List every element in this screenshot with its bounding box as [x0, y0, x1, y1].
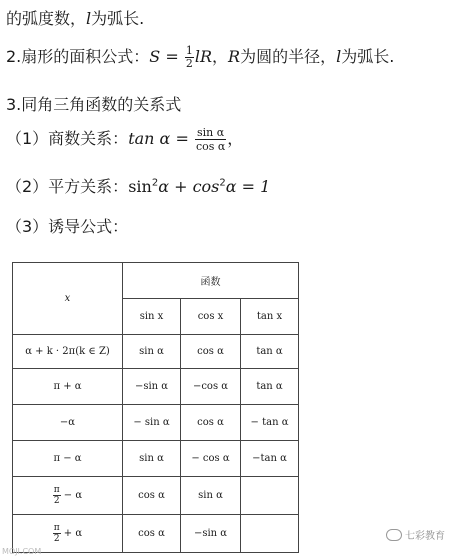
fraction-pi-over-2	[53, 523, 61, 544]
fraction-pi-over-2	[53, 485, 61, 506]
table-row	[13, 515, 299, 553]
fraction-numerator: π	[53, 485, 60, 495]
text-fragment: ，	[212, 47, 229, 66]
fraction-half	[185, 45, 194, 70]
table-row	[13, 477, 299, 515]
math-var-l: l	[336, 47, 342, 66]
cell-x: −α	[13, 405, 123, 441]
math-var-R: R	[228, 47, 241, 66]
text-line-2	[6, 44, 394, 70]
text-fragment: （2）平方关系：	[6, 177, 129, 196]
cell-cos: −cos α	[181, 369, 241, 405]
wechat-icon	[386, 529, 402, 541]
cell-tan	[241, 477, 299, 515]
math-tan-alpha: tan α =	[128, 129, 194, 148]
text-line-4	[6, 126, 243, 153]
cell-sin: sin α	[123, 335, 181, 369]
cell-x: π − α	[13, 441, 123, 477]
math-var-S: S	[149, 47, 161, 66]
cell-x: α + k · 2π(k ∈ Z)	[13, 335, 123, 369]
text-line-3: 3.同角三角函数的关系式	[6, 95, 182, 114]
table-row	[13, 441, 299, 477]
fraction-denominator: 2	[53, 534, 60, 544]
cell-cos: −sin α	[181, 515, 241, 553]
text-fragment: ，	[227, 129, 244, 148]
fraction-numerator: sin α	[197, 126, 225, 139]
cell-sin: cos α	[123, 477, 181, 515]
equals-sign: =	[160, 47, 184, 66]
header-x: x	[13, 263, 123, 335]
col-tan: tan x	[241, 299, 299, 335]
cell-tan: − tan α	[241, 405, 299, 441]
math-var-lR: lR	[194, 47, 212, 66]
cell-sin: sin α	[123, 441, 181, 477]
table-row	[13, 335, 299, 369]
fraction-numerator: π	[53, 523, 60, 533]
math-equals-one: α = 1	[225, 177, 271, 196]
watermark-corner: MOJI.COM	[2, 547, 42, 556]
text-line-1	[6, 6, 144, 29]
cell-x-tail: + α	[63, 528, 83, 539]
cell-x	[13, 477, 123, 515]
fraction-denominator: 2	[185, 57, 193, 70]
cell-x: π + α	[13, 369, 123, 405]
text-fragment: 为圆的半径，	[240, 47, 337, 66]
cell-tan: tan α	[241, 369, 299, 405]
cell-sin: −sin α	[123, 369, 181, 405]
header-function: 函数	[123, 263, 299, 299]
text-line-6: （3）诱导公式：	[6, 217, 129, 236]
fraction-sin-over-cos	[195, 126, 226, 153]
col-cos: cos x	[181, 299, 241, 335]
fraction-denominator: cos α	[195, 140, 226, 153]
cell-x-tail: − α	[63, 490, 83, 501]
cell-cos: cos α	[181, 405, 241, 441]
math-var-l: l	[86, 9, 92, 28]
col-sin: sin x	[123, 299, 181, 335]
cell-tan: −tan α	[241, 441, 299, 477]
watermark-brand-text: 七彩教育	[405, 531, 445, 542]
text-fragment: （1）商数关系：	[6, 129, 129, 148]
table-header-row	[13, 263, 299, 299]
watermark-brand	[386, 527, 445, 542]
cell-sin: cos α	[123, 515, 181, 553]
cell-cos: sin α	[181, 477, 241, 515]
text-fragment: 的弧度数，	[6, 9, 87, 28]
induction-formula-table	[12, 262, 299, 553]
math-sin: sin	[128, 177, 152, 196]
text-fragment: 2.扇形的面积公式：	[6, 47, 150, 66]
superscript: 2	[151, 177, 159, 189]
cell-tan: tan α	[241, 335, 299, 369]
text-fragment: 为弧长.	[91, 9, 145, 28]
math-cos: α + cos	[158, 177, 220, 196]
cell-sin: − sin α	[123, 405, 181, 441]
cell-tan	[241, 515, 299, 553]
fraction-numerator: 1	[185, 44, 193, 57]
cell-cos: cos α	[181, 335, 241, 369]
text-fragment: 为弧长.	[341, 47, 395, 66]
cell-cos: − cos α	[181, 441, 241, 477]
fraction-denominator: 2	[53, 496, 60, 506]
superscript: 2	[219, 177, 226, 189]
table-row	[13, 369, 299, 405]
text-line-5	[6, 174, 270, 197]
table-row	[13, 405, 299, 441]
